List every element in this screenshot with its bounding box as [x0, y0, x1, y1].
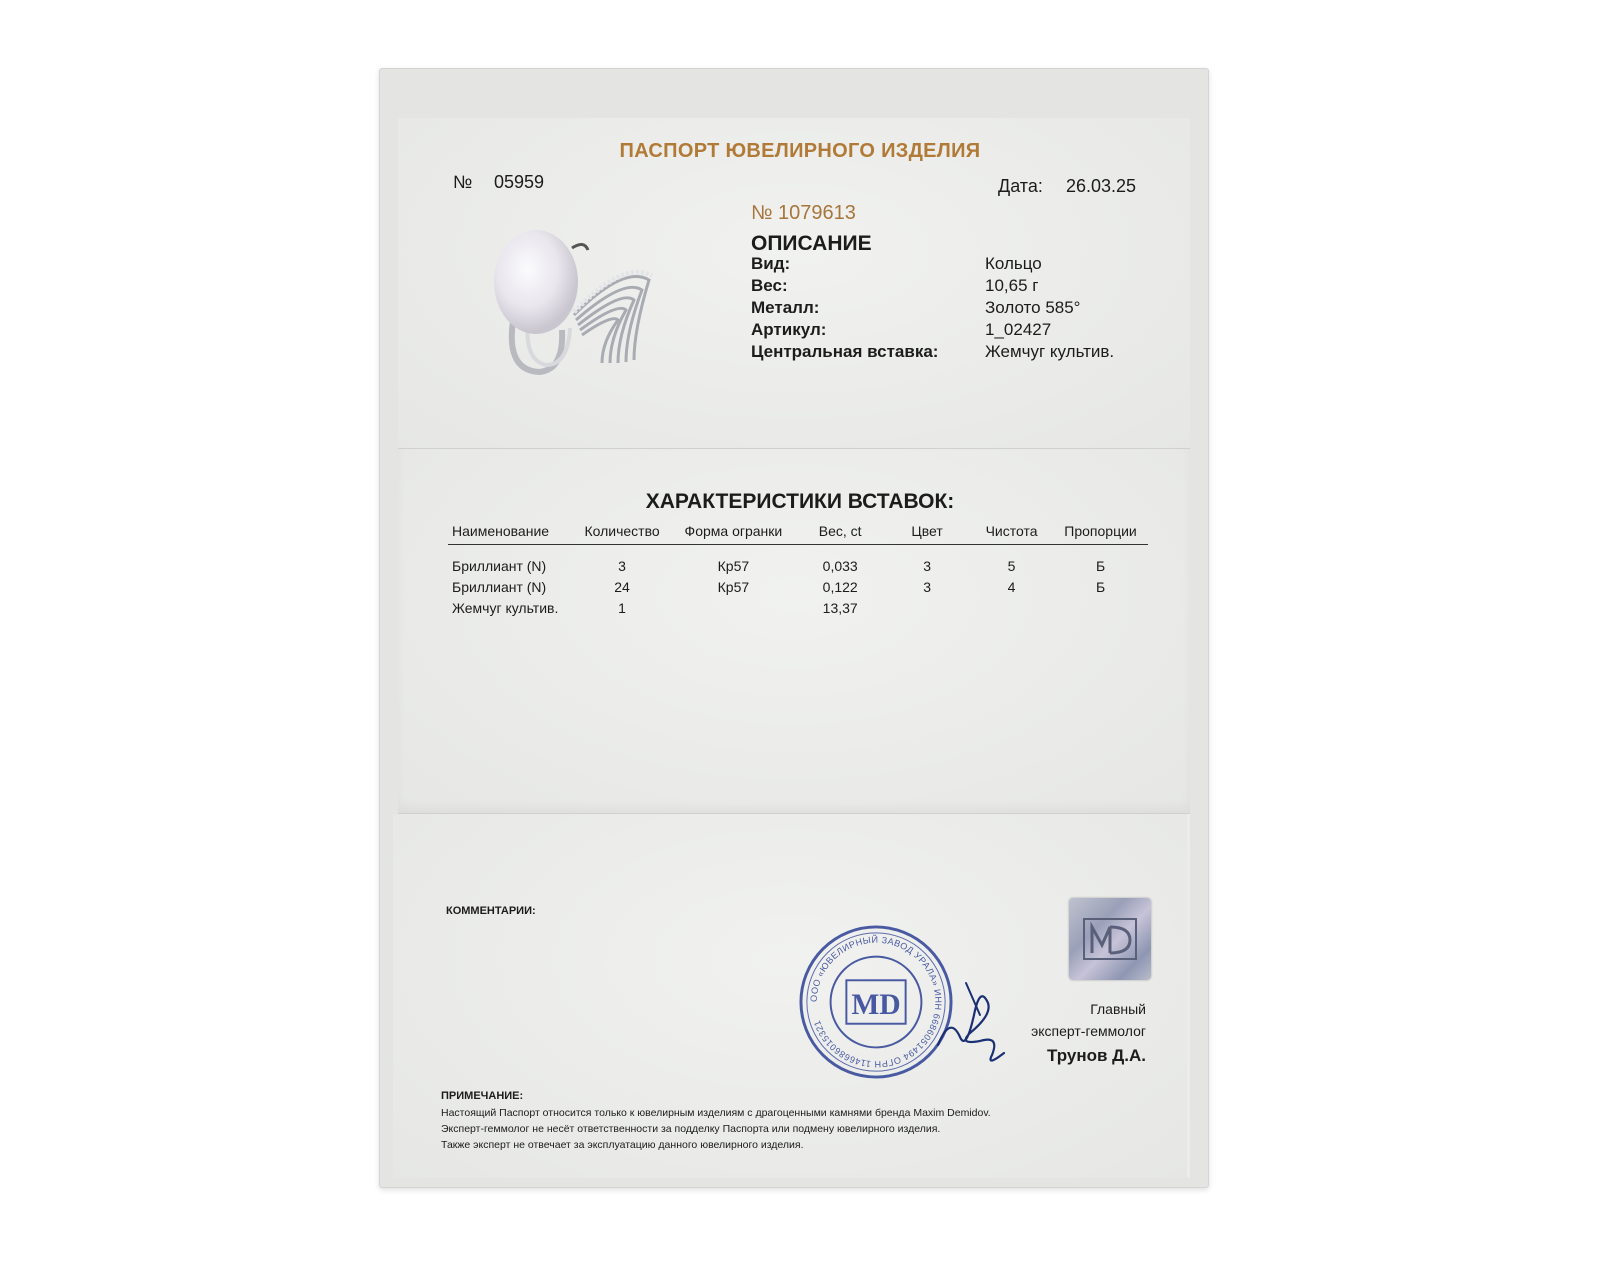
table-cell: Кр57 — [717, 578, 750, 595]
column-header: Пропорции — [1053, 519, 1148, 545]
table-cell — [884, 597, 970, 618]
passport-number-label: № — [453, 172, 473, 192]
table-cell: 0,122 — [822, 578, 858, 595]
signatory-name: Трунов Д.А. — [1046, 1046, 1146, 1065]
column-header: Форма огранки — [671, 519, 797, 545]
date-label: Дата: — [998, 176, 1043, 196]
table-header-row — [448, 519, 1148, 545]
table-cell: 3 — [923, 578, 931, 595]
table-cell: 1 — [618, 599, 626, 616]
column-header: Вес, ct — [796, 519, 884, 545]
signatory-title-line2: эксперт-геммолог — [1031, 1023, 1146, 1039]
field-type-label: Вид: — [751, 254, 791, 273]
column-header: Цвет — [884, 519, 970, 545]
table-cell: 0,033 — [822, 557, 858, 574]
signatory-title-line1: Главный — [1090, 1001, 1146, 1017]
table-cell — [970, 597, 1053, 618]
field-weight-value: 10,65 г — [985, 276, 1039, 295]
table-cell: 5 — [1007, 557, 1016, 574]
field-sku-value: 1_02427 — [985, 320, 1052, 339]
passport-number: 05959 — [494, 172, 545, 192]
field-central-insert-label: Центральная вставка: — [751, 342, 939, 361]
seal-ring-text: ООО «ЮВЕЛИРНЫЙ ЗАВОД УРАЛА» ИНН 6686051494 ОГРН 1146686015321 — [808, 934, 944, 1070]
table-cell: Кр57 — [717, 557, 750, 574]
ring-photo — [484, 220, 694, 390]
table-cell: Жемчуг культив. — [452, 599, 559, 616]
note-line: Настоящий Паспорт относится только к ювелирным изделиям с драгоценными камнями бренда Maxim Demidov. — [441, 1107, 991, 1119]
inserts-title: ХАРАКТЕРИСТИКИ ВСТАВОК: — [645, 490, 955, 513]
description-heading: ОПИСАНИЕ — [751, 232, 872, 255]
hologram-sticker — [1069, 898, 1151, 980]
seal-monogram: MD — [851, 988, 901, 1021]
table-cell: Бриллиант (N) — [452, 557, 547, 574]
date-value: 26.03.25 — [1066, 176, 1137, 196]
inserts-table — [448, 519, 1148, 618]
article-number: № 1079613 — [751, 202, 856, 224]
note-line: Эксперт-геммолог не несёт ответственности за подделку Паспорта или подмену ювелирного изделия. — [441, 1123, 941, 1135]
field-central-insert-value: Жемчуг культив. — [985, 342, 1115, 361]
field-metal-label: Металл: — [751, 298, 820, 317]
table-cell: Бриллиант (N) — [452, 578, 547, 595]
table-cell: 24 — [614, 578, 630, 595]
document-title: ПАСПОРТ ЮВЕЛИРНОГО ИЗДЕЛИЯ — [619, 140, 981, 162]
table-row — [448, 597, 1148, 618]
field-weight-label: Вес: — [751, 276, 788, 295]
comments-label: КОММЕНТАРИИ: — [446, 905, 536, 917]
table-cell — [1053, 597, 1148, 618]
brand-monogram-icon — [1078, 907, 1142, 971]
note-heading: ПРИМЕЧАНИЕ: — [441, 1090, 524, 1102]
field-type-value: Кольцо — [985, 254, 1042, 273]
table-row — [448, 576, 1148, 597]
field-metal-value: Золото 585° — [985, 298, 1081, 317]
table-row — [448, 545, 1148, 577]
column-header: Наименование — [448, 519, 574, 545]
table-cell — [671, 597, 797, 618]
table-cell: 4 — [1007, 578, 1016, 595]
table-cell: 3 — [923, 557, 931, 574]
table-cell: Б — [1095, 557, 1106, 574]
table-cell: 3 — [618, 557, 626, 574]
field-sku-label: Артикул: — [751, 320, 827, 339]
table-cell: 13,37 — [822, 599, 858, 616]
note-line: Также эксперт не отвечает за эксплуатацию данного ювелирного изделия. — [441, 1139, 804, 1151]
table-cell: Б — [1095, 578, 1106, 595]
column-header: Количество — [574, 519, 671, 545]
column-header: Чистота — [970, 519, 1053, 545]
